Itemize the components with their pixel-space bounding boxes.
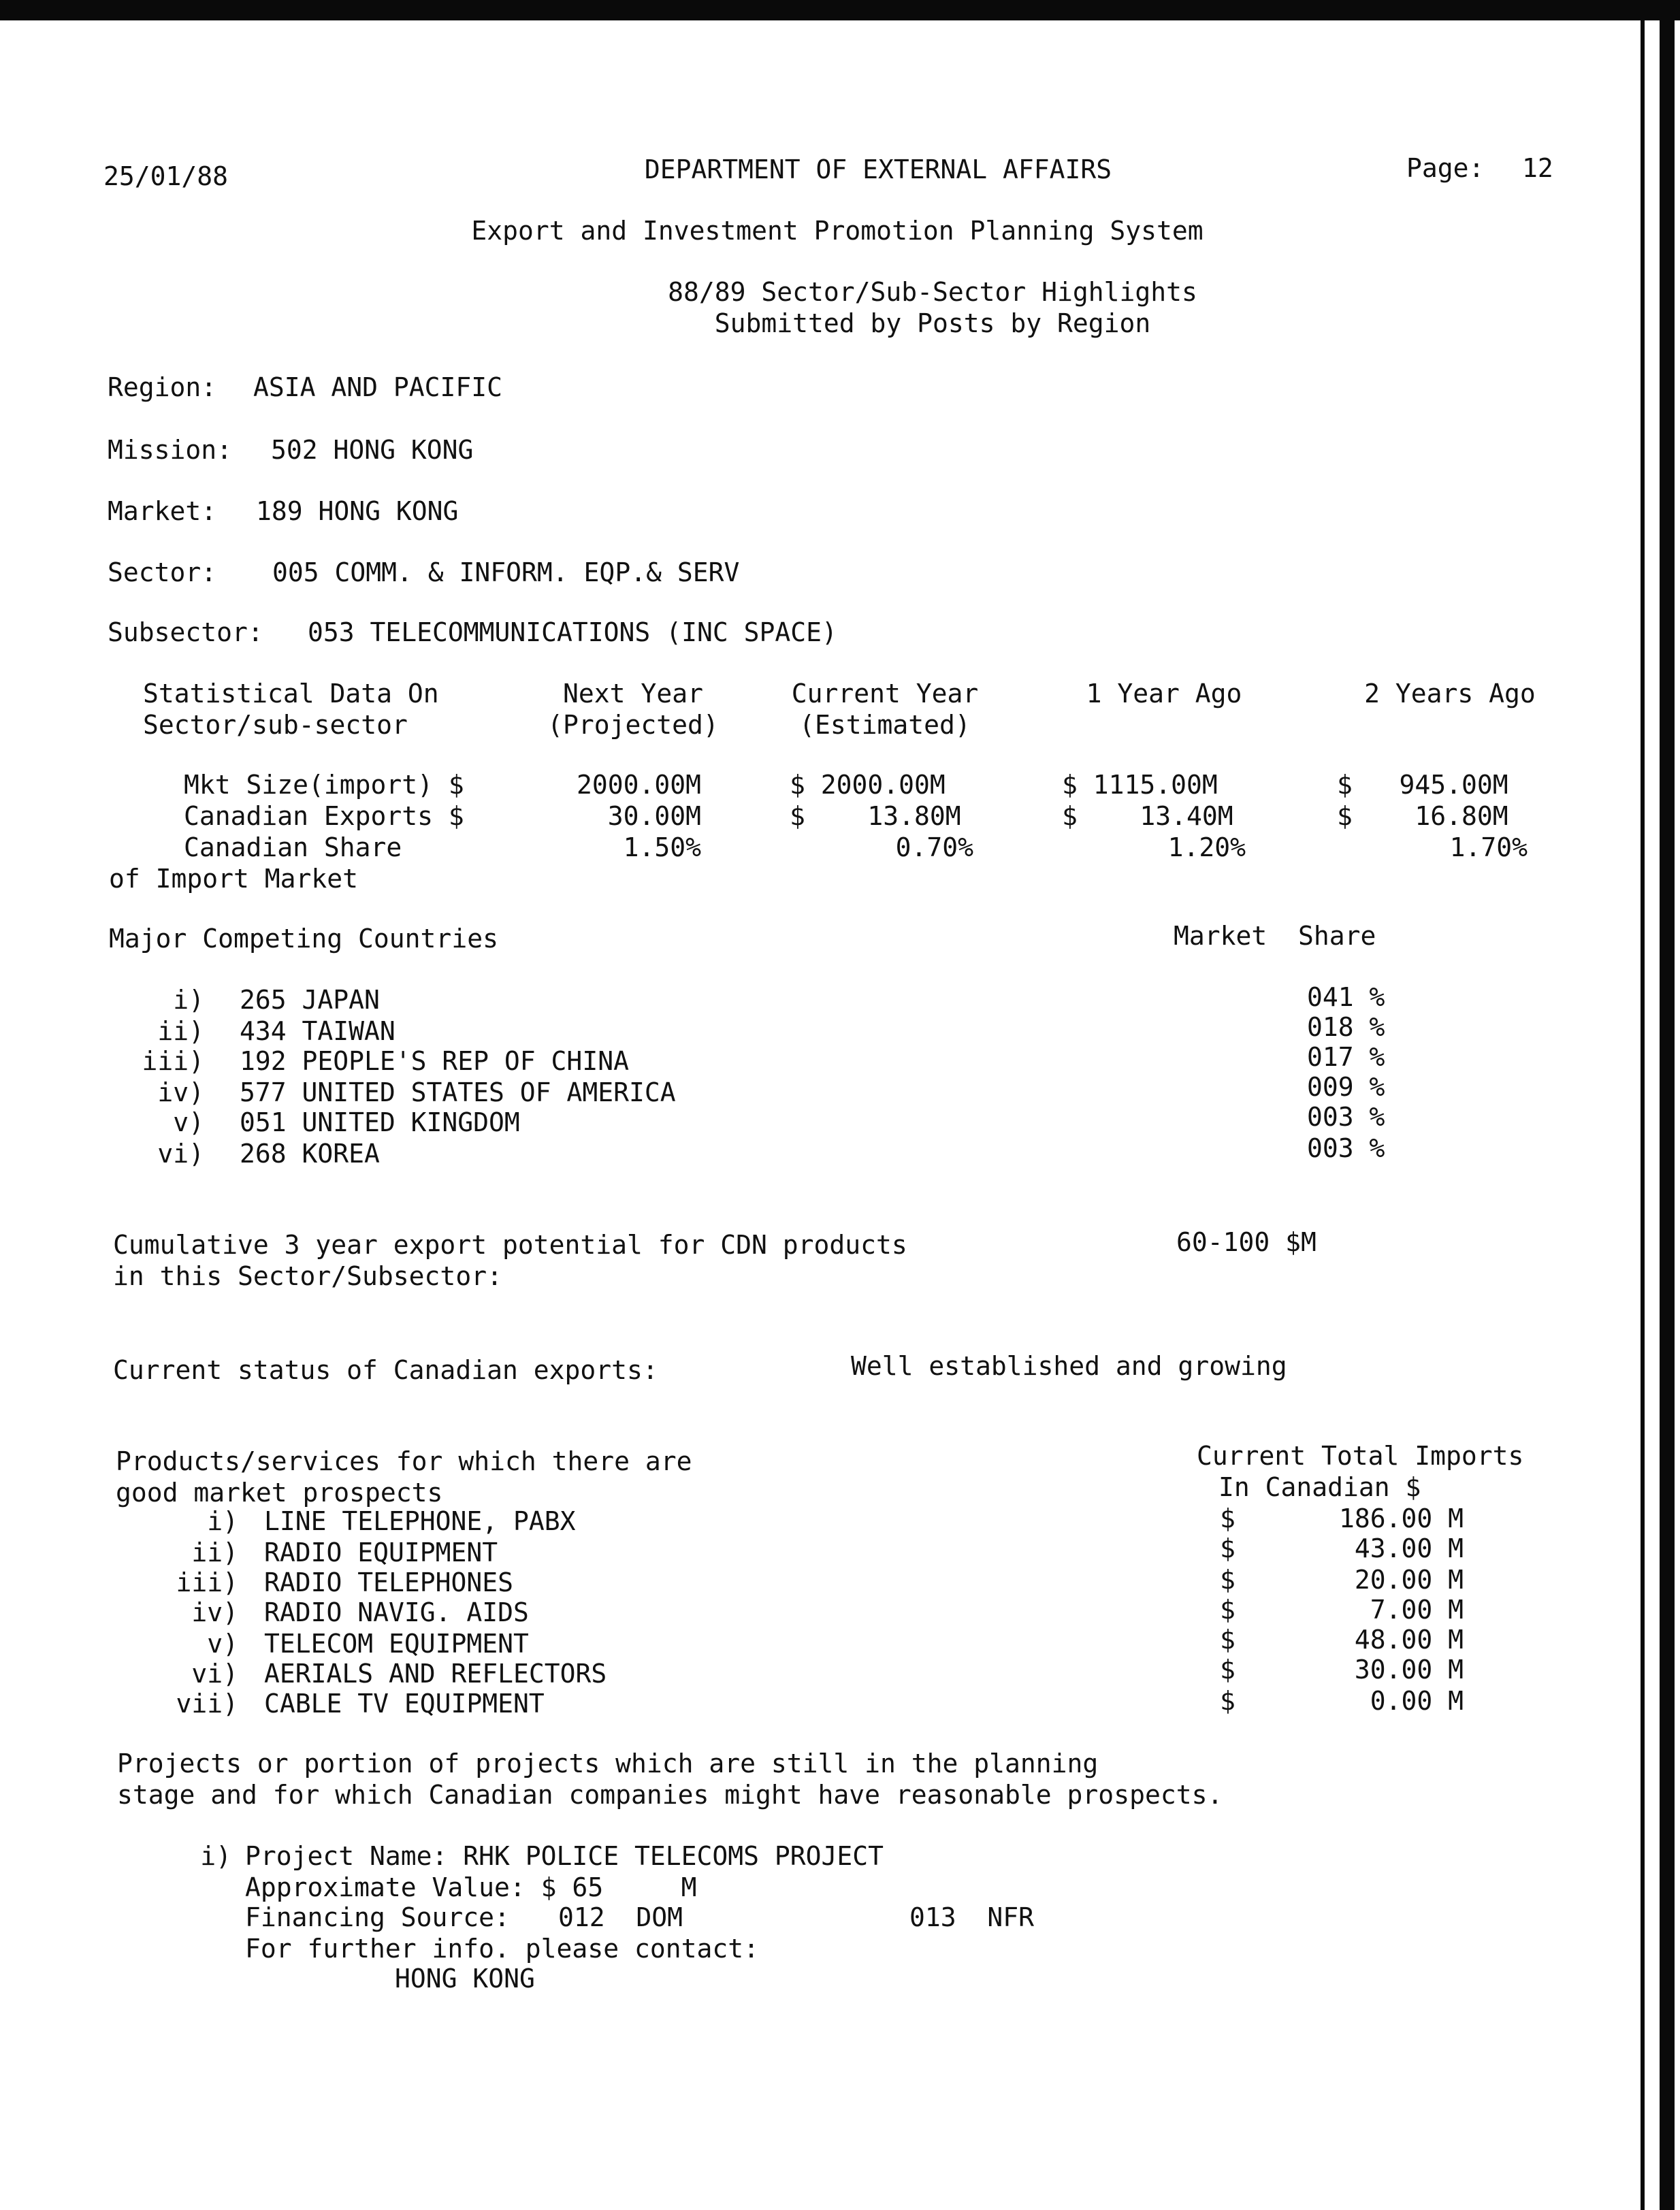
mission-value: 502 HONG KONG — [271, 435, 474, 465]
share-one-year-ago: 1.20% — [1167, 832, 1246, 862]
project-num: i) — [200, 1841, 231, 1871]
competitor-share: 003 % — [1307, 1102, 1385, 1132]
competitor-share: 003 % — [1307, 1133, 1385, 1163]
competitor-share: 017 % — [1307, 1042, 1385, 1072]
potential-line2: in this Sector/Subsector: — [113, 1261, 502, 1291]
product-currency: $ — [1220, 1595, 1235, 1625]
product-currency: $ — [1220, 1625, 1235, 1655]
products-line1: Products/services for which there are — [116, 1446, 692, 1476]
stats-header-line1: Statistical Data On — [143, 679, 439, 709]
scan-top-border — [0, 0, 1680, 20]
status-label: Current status of Canadian exports: — [113, 1355, 658, 1385]
department-title: DEPARTMENT OF EXTERNAL AFFAIRS — [644, 155, 1112, 184]
contact-value: HONG KONG — [395, 1964, 535, 1994]
contact-line: For further info. please contact: — [245, 1934, 759, 1964]
region-value: ASIA AND PACIFIC — [253, 372, 503, 402]
projects-line2: stage and for which Canadian companies might have reasonable prospects. — [117, 1780, 1223, 1810]
financing-label: Financing Source: — [245, 1902, 510, 1932]
share-two-years-ago: 1.70% — [1449, 832, 1528, 862]
competitor-num: vi) — [157, 1139, 204, 1169]
competitor-num: iii) — [142, 1046, 204, 1076]
project-value: Approximate Value: $ 65 M — [245, 1872, 697, 1902]
subsector-value: 053 TELECOMMUNICATIONS (INC SPACE) — [308, 617, 837, 647]
exports-current-year: $ 13.80M — [790, 801, 961, 831]
competitor-name: 051 UNITED KINGDOM — [240, 1107, 520, 1137]
project-name: Project Name: RHK POLICE TELECOMS PROJECT — [245, 1841, 884, 1871]
exports-two-years-ago: $ 16.80M — [1337, 801, 1508, 831]
col-next-year: Next Year — [563, 679, 703, 709]
page-number: 12 — [1522, 153, 1553, 183]
potential-value: 60-100 $M — [1176, 1227, 1316, 1257]
share-current-year: 0.70% — [895, 832, 973, 862]
product-value: 48.00 M — [1354, 1625, 1464, 1655]
share-next-year: 1.50% — [623, 832, 701, 862]
product-value: 7.00 M — [1370, 1595, 1464, 1625]
sector-label: Sector: — [108, 557, 217, 587]
report-subtitle: Submitted by Posts by Region — [714, 308, 1151, 338]
stats-header-line2: Sector/sub-sector — [143, 710, 408, 740]
col-current-year: Current Year — [791, 679, 979, 709]
mkt-size-one-year-ago: $ 1115.00M — [1062, 770, 1218, 800]
product-name: RADIO EQUIPMENT — [264, 1538, 498, 1567]
report-title: 88/89 Sector/Sub-Sector Highlights — [668, 277, 1197, 307]
financing-source-1: 012 DOM — [558, 1902, 683, 1932]
competitors-title: Major Competing Countries — [109, 924, 498, 954]
competitor-share: 041 % — [1307, 982, 1385, 1012]
market-share-header: Market Share — [1174, 921, 1376, 951]
product-value: 20.00 M — [1354, 1565, 1464, 1595]
mkt-size-current-year: $ 2000.00M — [790, 770, 946, 800]
sector-value: 005 COMM. & INFORM. EQP.& SERV — [272, 557, 740, 587]
exports-one-year-ago: $ 13.40M — [1062, 801, 1233, 831]
product-num: iii) — [176, 1567, 238, 1597]
competitor-name: 265 JAPAN — [240, 985, 380, 1015]
report-date: 25/01/88 — [103, 161, 229, 191]
col-one-year-ago: 1 Year Ago — [1086, 679, 1242, 709]
product-num: vii) — [176, 1689, 238, 1719]
col-current-year-sub: (Estimated) — [799, 710, 971, 740]
financing-source-2: 013 NFR — [909, 1902, 1035, 1932]
product-name: LINE TELEPHONE, PABX — [264, 1506, 576, 1536]
potential-line1: Cumulative 3 year export potential for CDN products — [113, 1230, 907, 1260]
product-currency: $ — [1220, 1504, 1235, 1533]
competitor-name: 268 KOREA — [240, 1139, 380, 1169]
product-value: 186.00 M — [1338, 1504, 1464, 1533]
product-currency: $ — [1220, 1565, 1235, 1595]
competitor-name: 192 PEOPLE'S REP OF CHINA — [240, 1046, 629, 1076]
system-title: Export and Investment Promotion Planning System — [471, 216, 1204, 246]
product-currency: $ — [1220, 1533, 1235, 1563]
product-value: 0.00 M — [1370, 1686, 1464, 1716]
competitor-num: iv) — [157, 1077, 204, 1107]
share-suffix: of Import Market — [109, 864, 359, 894]
imports-header-line1: Current Total Imports — [1197, 1441, 1524, 1471]
exports-next-year: 30.00M — [607, 801, 701, 831]
scan-border-bar — [1660, 20, 1675, 2210]
product-name: RADIO TELEPHONES — [264, 1567, 514, 1597]
row-exports-label: Canadian Exports $ — [184, 801, 464, 831]
competitor-name: 577 UNITED STATES OF AMERICA — [240, 1077, 676, 1107]
page-label: Page: — [1406, 153, 1485, 183]
competitor-num: i) — [173, 985, 204, 1015]
product-num: v) — [207, 1629, 238, 1659]
competitor-share: 009 % — [1307, 1072, 1385, 1102]
market-label: Market: — [108, 496, 217, 526]
products-line2: good market prospects — [116, 1478, 443, 1508]
product-name: RADIO NAVIG. AIDS — [264, 1597, 529, 1627]
mkt-size-two-years-ago: $ 945.00M — [1337, 770, 1508, 800]
product-num: i) — [207, 1506, 238, 1536]
row-mkt-size-label: Mkt Size(import) $ — [184, 770, 464, 800]
product-name: TELECOM EQUIPMENT — [264, 1629, 529, 1659]
product-num: ii) — [191, 1538, 238, 1567]
competitor-share: 018 % — [1307, 1012, 1385, 1042]
scan-right-border — [1631, 20, 1680, 2210]
market-value: 189 HONG KONG — [256, 496, 459, 526]
product-name: CABLE TV EQUIPMENT — [264, 1689, 545, 1719]
product-value: 30.00 M — [1354, 1655, 1464, 1685]
product-num: iv) — [191, 1597, 238, 1627]
subsector-label: Subsector: — [108, 617, 263, 647]
row-share-label: Canadian Share — [184, 832, 402, 862]
mission-label: Mission: — [108, 435, 233, 465]
product-currency: $ — [1220, 1655, 1235, 1685]
col-two-years-ago: 2 Years Ago — [1364, 679, 1536, 709]
product-value: 43.00 M — [1354, 1533, 1464, 1563]
scan-border-line — [1641, 20, 1645, 2210]
imports-header-line2: In Canadian $ — [1218, 1472, 1421, 1502]
product-num: vi) — [191, 1659, 238, 1689]
product-name: AERIALS AND REFLECTORS — [264, 1659, 607, 1689]
status-value: Well established and growing — [851, 1351, 1287, 1381]
col-next-year-sub: (Projected) — [547, 710, 719, 740]
product-currency: $ — [1220, 1686, 1235, 1716]
projects-line1: Projects or portion of projects which are still in the planning — [117, 1749, 1099, 1778]
competitor-num: ii) — [157, 1016, 204, 1046]
mkt-size-next-year: 2000.00M — [576, 770, 701, 800]
region-label: Region: — [108, 372, 217, 402]
competitor-num: v) — [173, 1107, 204, 1137]
competitor-name: 434 TAIWAN — [240, 1016, 395, 1046]
